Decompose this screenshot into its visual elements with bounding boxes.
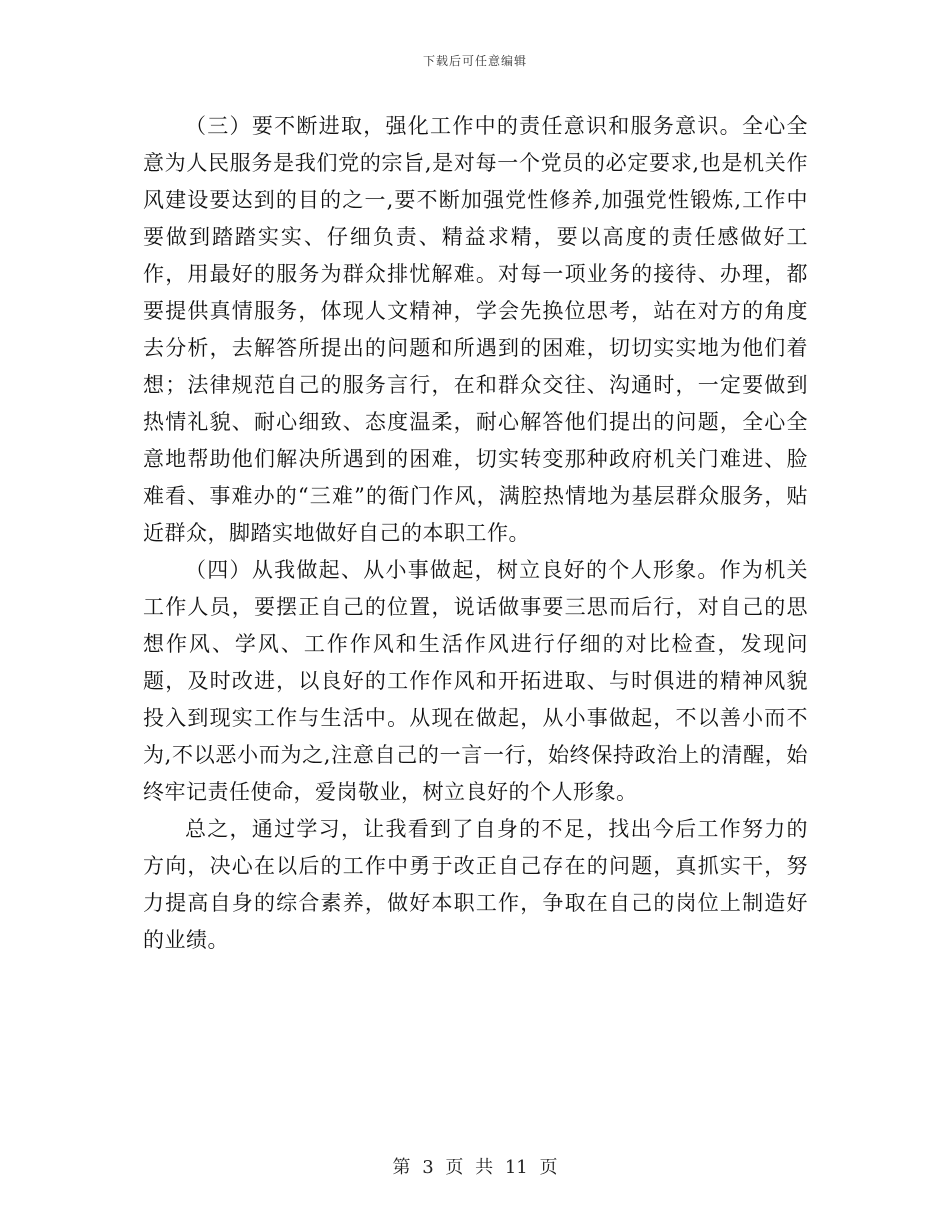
paragraph-section-three: （三）要不断进取，强化工作中的责任意识和服务意识。全心全意为人民服务是我们党的宗旨,是对每一个党员的必定要求,也是机关作风建设要达到的目的之一,要不断加强党性修养,加强党性锻炼,工作中要做到踏踏实实、仔细负责、精益求精，要以高度的责任感做好工作，用最好的服务为群众排忧解难。对每一项业务的接待、办理，都要提供真情服务，体现人文精神，学会先换位思考，站在对方的角度去分析，去解答所提出的问题和所遇到的困难，切切实实地为他们着想；法律规范自己的服务言行，在和群众交往、沟通时，一定要做到热情礼貌、耐心细致、态度温柔，耐心解答他们提出的问题，全心全意地帮助他们解决所遇到的困难，切实转变那种政府机关门难进、脸难看、事难办的“三难”的衙门作风，满腔热情地为基层群众服务，贴近群众，脚踏实地做好自己的本职工作。 xyxy=(143,114,808,545)
page-header: 下载后可任意编辑 xyxy=(422,54,527,68)
document-body xyxy=(143,108,808,959)
paragraph-section-four: （四）从我做起、从小事做起，树立良好的个人形象。作为机关工作人员，要摆正自己的位置，说话做事要三思而后行，对自己的思想作风、学风、工作作风和生活作风进行仔细的对比检查，发现问题，及时改进，以良好的工作作风和开拓进取、与时俱进的精神风貌投入到现实工作与生活中。从现在做起，从小事做起，不以善小而不为,不以恶小而为之,注意自己的一言一行，始终保持政治上的清醒，始终牢记责任使命，爱岗敬业，树立良好的个人形象。 xyxy=(143,558,808,804)
page-number-footer: 第 3 页 共 11 页 xyxy=(392,1157,558,1178)
paragraph-conclusion: 总之，通过学习，让我看到了自身的不足，找出今后工作努力的方向，决心在以后的工作中勇于改正自己存在的问题，真抓实干，努力提高自身的综合素养，做好本职工作，争取在自己的岗位上制造好的业绩。 xyxy=(143,817,808,952)
